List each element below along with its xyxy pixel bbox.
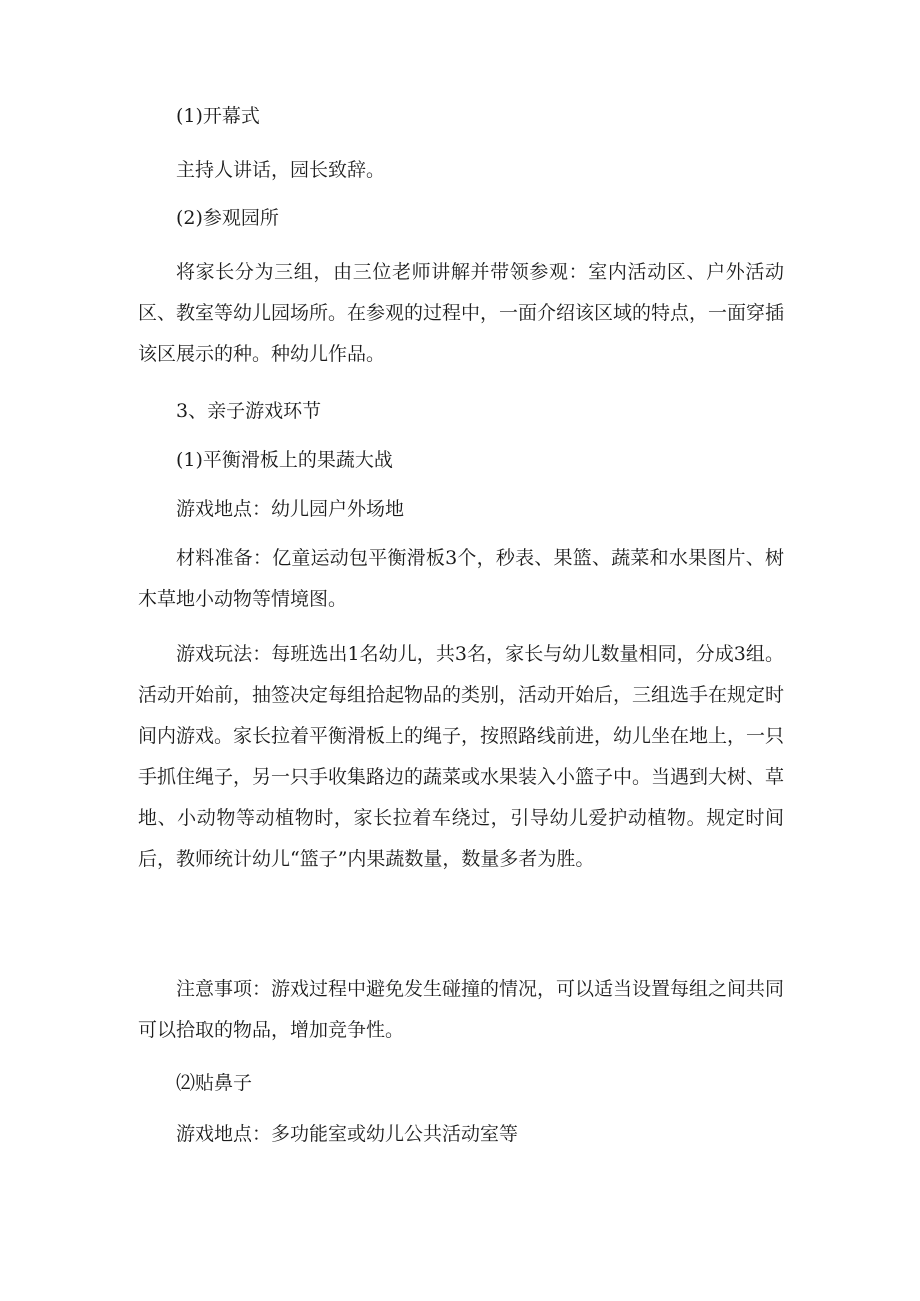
heading-game-2: ⑵贴鼻子	[176, 1072, 253, 1094]
heading-opening-ceremony: (1)开幕式	[176, 105, 260, 127]
heading-visit-campus: (2)参观园所	[176, 207, 279, 229]
paragraph-game-1-location: 游戏地点：幼儿园户外场地	[176, 498, 405, 520]
heading-game-1: (1)平衡滑板上的果蔬大战	[176, 449, 393, 471]
heading-parent-child-games: 3、亲子游戏环节	[176, 400, 322, 422]
paragraph-game-1-notes: 注意事项：游戏过程中避免发生碰撞的情况，可以适当设置每组之间共同可以拾取的物品，增加竞争性。	[138, 978, 785, 1041]
paragraph-game-1-materials: 材料准备：亿童运动包平衡滑板3个，秒表、果篮、蔬菜和水果图片、树木草地小动物等情境图。	[138, 547, 784, 610]
paragraph-game-1-rules: 游戏玩法：每班选出1名幼儿，共3名，家长与幼儿数量相同，分成3组。活动开始前，抽签决定每组拾起物品的类别，活动开始后，三组选手在规定时间内游戏。家长拉着平衡滑板上的绳子，按照路线前进，幼儿坐在地上，一只手抓住绳子，另一只手收集路边的蔬菜或水果装入小篮子中。当遇到大树、草地、小动物等动植物时，家长拉着车绕过，引导幼儿爱护动植物。规定时间后，教师统计幼儿“篮子”内果蔬数量，数量多者为胜。	[138, 643, 785, 870]
paragraph-game-2-location: 游戏地点：多功能室或幼儿公共活动室等	[176, 1123, 519, 1145]
paragraph-host-speech: 主持人讲话，园长致辞。	[176, 159, 386, 181]
paragraph-visit-details: 将家长分为三组，由三位老师讲解并带领参观：室内活动区、户外活动区、教室等幼儿园场所。在参观的过程中，一面介绍该区域的特点，一面穿插该区展示的种。种幼儿作品。	[138, 261, 785, 365]
